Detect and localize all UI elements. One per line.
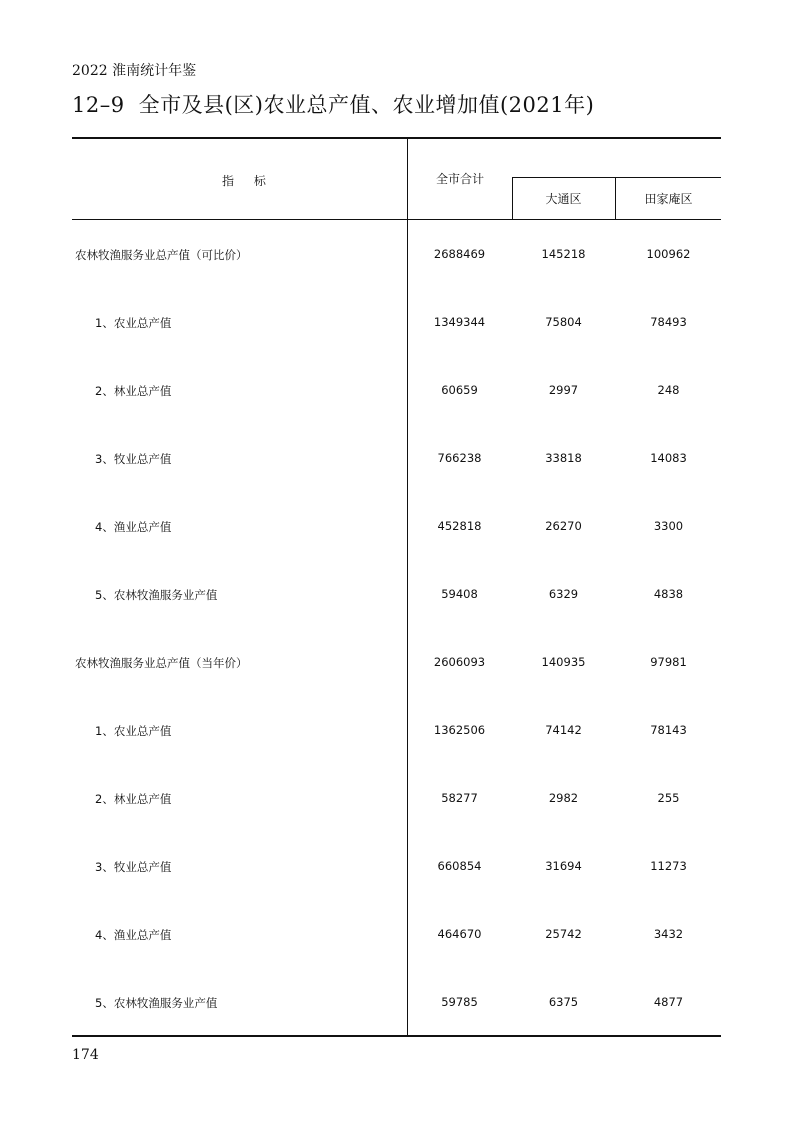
cell-datong: 145218 bbox=[541, 247, 586, 261]
top-rule bbox=[72, 137, 721, 139]
header-tianjia: 田家庵区 bbox=[644, 192, 693, 206]
cell-datong: 31694 bbox=[545, 859, 582, 873]
cell-total: 60659 bbox=[441, 383, 478, 397]
cell-total: 464670 bbox=[437, 927, 482, 941]
table-row bbox=[0, 383, 793, 403]
table-row bbox=[0, 859, 793, 879]
table-row bbox=[0, 927, 793, 947]
cell-tianjia: 14083 bbox=[650, 451, 687, 465]
cell-datong: 2997 bbox=[548, 383, 579, 397]
table-row bbox=[0, 519, 793, 539]
row-label: 2、林业总产值 bbox=[95, 792, 172, 806]
cell-datong: 25742 bbox=[545, 927, 582, 941]
cell-total: 766238 bbox=[437, 451, 482, 465]
row-label: 4、渔业总产值 bbox=[95, 928, 172, 942]
row-label: 3、牧业总产值 bbox=[95, 452, 172, 466]
table-row bbox=[0, 315, 793, 335]
cell-datong: 26270 bbox=[545, 519, 582, 533]
cell-tianjia: 78493 bbox=[650, 315, 687, 329]
cell-total: 59408 bbox=[441, 587, 478, 601]
row-label: 4、渔业总产值 bbox=[95, 520, 172, 534]
page-number: 174 bbox=[72, 1047, 99, 1063]
table-row bbox=[0, 995, 793, 1015]
cell-datong: 74142 bbox=[545, 723, 582, 737]
cell-tianjia: 4838 bbox=[653, 587, 684, 601]
cell-datong: 2982 bbox=[548, 791, 579, 805]
header-indicator: 指 标 bbox=[222, 174, 274, 188]
cell-tianjia: 3432 bbox=[653, 927, 684, 941]
cell-datong: 33818 bbox=[545, 451, 582, 465]
table-row bbox=[0, 451, 793, 471]
cell-total: 452818 bbox=[437, 519, 482, 533]
bottom-rule bbox=[72, 1035, 721, 1037]
table-row bbox=[0, 587, 793, 607]
cell-total: 1349344 bbox=[433, 315, 486, 329]
cell-datong: 75804 bbox=[545, 315, 582, 329]
cell-datong: 6329 bbox=[548, 587, 579, 601]
table-title-text: 全市及县(区)农业总产值、农业增加值(2021年) bbox=[138, 93, 595, 117]
row-label: 农林牧渔服务业总产值（可比价） bbox=[75, 248, 248, 262]
row-label: 5、农林牧渔服务业产值 bbox=[95, 996, 218, 1010]
table-title bbox=[72, 89, 594, 119]
cell-tianjia: 3300 bbox=[653, 519, 684, 533]
cell-tianjia: 97981 bbox=[650, 655, 687, 669]
cell-total: 1362506 bbox=[433, 723, 486, 737]
table-number: 12–9 bbox=[72, 93, 125, 117]
cell-tianjia: 248 bbox=[657, 383, 680, 397]
table-row bbox=[0, 247, 793, 267]
cell-total: 660854 bbox=[437, 859, 482, 873]
row-label: 1、农业总产值 bbox=[95, 724, 172, 738]
cell-tianjia: 11273 bbox=[650, 859, 687, 873]
cell-datong: 6375 bbox=[548, 995, 579, 1009]
header-datong: 大通区 bbox=[545, 192, 582, 206]
cell-total: 2606093 bbox=[433, 655, 486, 669]
header-total: 全市合计 bbox=[436, 172, 485, 186]
cell-total: 59785 bbox=[441, 995, 478, 1009]
table-row bbox=[0, 791, 793, 811]
cell-total: 58277 bbox=[441, 791, 478, 805]
header-rule bbox=[72, 219, 721, 220]
table-row bbox=[0, 655, 793, 675]
book-title: 2022 淮南统计年鉴 bbox=[72, 63, 197, 79]
cell-tianjia: 255 bbox=[657, 791, 680, 805]
row-label: 3、牧业总产值 bbox=[95, 860, 172, 874]
cell-datong: 140935 bbox=[541, 655, 586, 669]
row-label: 5、农林牧渔服务业产值 bbox=[95, 588, 218, 602]
row-label: 农林牧渔服务业总产值（当年价） bbox=[75, 656, 248, 670]
cell-total: 2688469 bbox=[433, 247, 486, 261]
row-label: 2、林业总产值 bbox=[95, 384, 172, 398]
row-label: 1、农业总产值 bbox=[95, 316, 172, 330]
cell-tianjia: 78143 bbox=[650, 723, 687, 737]
table-row bbox=[0, 723, 793, 743]
cell-tianjia: 4877 bbox=[653, 995, 684, 1009]
cell-tianjia: 100962 bbox=[646, 247, 691, 261]
